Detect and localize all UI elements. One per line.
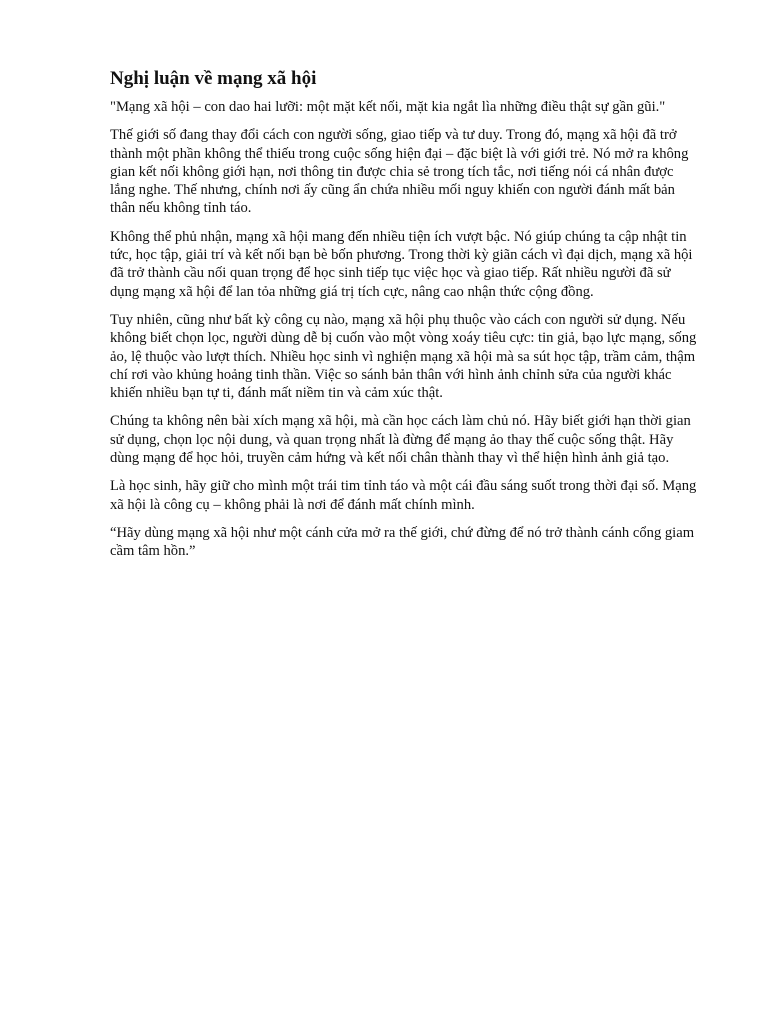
solution-paragraph: Chúng ta không nên bài xích mạng xã hội, mà cần học cách làm chủ nó. Hãy biết giới hạn thời gian sử dụng, chọn lọc nội dung, và quan trọng nhất là đừng để mạng ảo thay thế cuộc sống thật. Hãy dùng mạng để học hỏi, truyền cảm hứng và kết nối chân thành thay vì thể hiện hình ảnh giả tạo. bbox=[110, 413, 691, 467]
drawbacks-paragraph: Tuy nhiên, cũng như bất kỳ công cụ nào, mạng xã hội phụ thuộc vào cách con người sử dụng. Nếu không biết chọn lọc, người dùng dễ bị cuốn vào một vòng xoáy tiêu cực: tin giả, bạo lực mạng, sống ảo, lệ thuộc vào lượt thích. Nhiều học sinh vì nghiện mạng xã hội mà sa sút học tập, trầm cảm, thậm chí rơi vào khủng hoảng tinh thần. Việc so sánh bản thân với hình ảnh chỉnh sửa của người khác khiến nhiều bạn tự ti, đánh mất niềm tin và cảm xúc thật. bbox=[110, 311, 697, 402]
closing-quote-paragraph: “Hãy dùng mạng xã hội như một cánh cửa mở ra thế giới, chứ đừng để nó trở thành cánh cổng giam cầm tâm hồn.” bbox=[110, 524, 695, 560]
student-advice-paragraph: Là học sinh, hãy giữ cho mình một trái tim tỉnh táo và một cái đầu sáng suốt trong thời đại số. Mạng xã hội là công cụ – không phải là nơi để đánh mất chính mình. bbox=[110, 478, 697, 513]
opening-quote-paragraph: "Mạng xã hội – con dao hai lưỡi: một mặt kết nối, mặt kia ngắt lìa những điều thật sự gần gũi." bbox=[110, 99, 666, 115]
benefits-paragraph: Không thể phủ nhận, mạng xã hội mang đến nhiều tiện ích vượt bậc. Nó giúp chúng ta cập nhật tin tức, học tập, giải trí và kết nối bạn bè bốn phương. Trong thời kỳ giãn cách vì đại dịch, mạng xã hội đã trở thành cầu nối quan trọng để học sinh tiếp tục việc học và giao tiếp. Rất nhiều người đã sử dụng mạng xã hội để lan tỏa những giá trị tích cực, nâng cao nhận thức cộng đồng. bbox=[110, 228, 693, 300]
introduction-paragraph: Thế giới số đang thay đổi cách con người sống, giao tiếp và tư duy. Trong đó, mạng xã hội đã trở thành một phần không thể thiếu trong cuộc sống hiện đại – đặc biệt là với giới trẻ. Nó mở ra không gian kết nối không giới hạn, nơi thông tin được chia sẻ trong tích tắc, nơi tiếng nói cá nhân được lắng nghe. Thế nhưng, chính nơi ấy cũng ẩn chứa nhiều mối nguy khiến con người đánh mất bản thân nếu không tỉnh táo. bbox=[110, 127, 689, 217]
document-title: Nghị luận về mạng xã hội bbox=[110, 68, 317, 89]
document-page bbox=[110, 66, 700, 571]
